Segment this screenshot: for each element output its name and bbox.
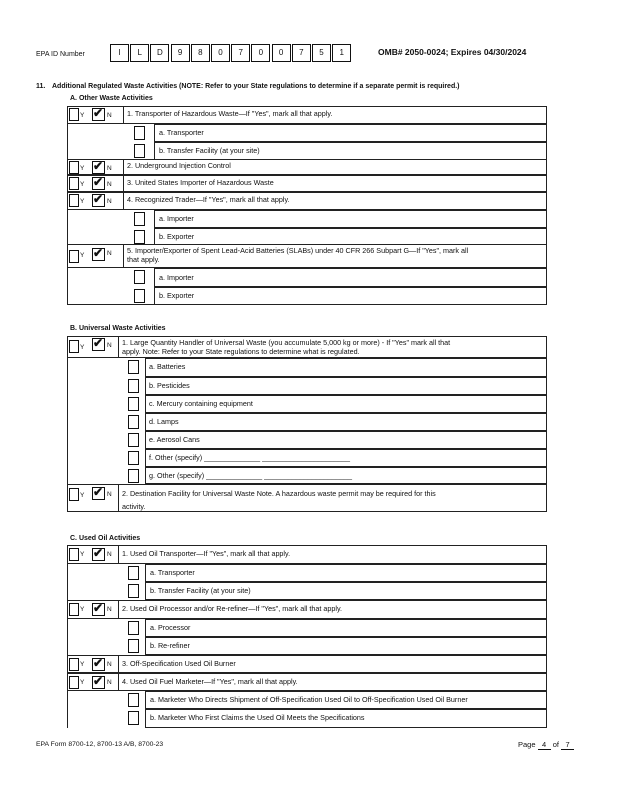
- n-label: N: [107, 661, 112, 668]
- c-sub-text: a. Processor: [150, 623, 191, 632]
- b1-text: 1. Large Quantity Handler of Universal Waste (you accumulate 5,000 kg or more) - If "Yes" mark all that: [122, 338, 451, 347]
- b2-yes-checkbox[interactable]: [69, 488, 79, 501]
- b-sub-text: f. Other (specify) ______________ ______________________: [149, 453, 351, 462]
- form-number: EPA Form 8700-12, 8700-13 A/B, 8700-23: [36, 741, 164, 748]
- n-label: N: [107, 606, 112, 613]
- c-sub-checkbox[interactable]: [128, 566, 139, 580]
- c-sub-checkbox[interactable]: [128, 693, 139, 707]
- c-text: 3. Off-Specification Used Oil Burner: [122, 659, 236, 668]
- b-subrow: [145, 431, 547, 449]
- a4b-row: [154, 228, 547, 245]
- n-label: N: [107, 342, 112, 349]
- epa-id-char-box: 8: [191, 44, 210, 62]
- y-label: Y: [80, 679, 85, 686]
- y-label: Y: [80, 252, 85, 259]
- b2-text-2: activity.: [122, 502, 146, 511]
- epa-id-char-box: 9: [171, 44, 190, 62]
- c-subrow: [145, 619, 547, 637]
- a4-no-checkbox[interactable]: [92, 194, 105, 207]
- y-label: Y: [80, 492, 85, 499]
- a5b-row: [154, 287, 547, 305]
- a4a-row: [154, 210, 547, 228]
- b-subrow: [145, 413, 547, 431]
- y-label: Y: [80, 181, 85, 188]
- a1a-text: a. Transporter: [159, 128, 204, 137]
- y-label: Y: [80, 551, 85, 558]
- b-sub-text: g. Other (specify) ______________ ______________________: [149, 471, 353, 480]
- a4b-text: b. Exporter: [159, 232, 195, 241]
- b-sub-checkbox[interactable]: [128, 379, 139, 393]
- a5a-row: [154, 268, 547, 287]
- n-label: N: [107, 165, 112, 172]
- c-sub-text: b. Marketer Who First Claims the Used Oil Meets the Specifications: [150, 713, 365, 722]
- a2-yes-checkbox[interactable]: [69, 161, 79, 174]
- b-sub-checkbox[interactable]: [128, 451, 139, 465]
- y-label: Y: [80, 606, 85, 613]
- c-sub-checkbox[interactable]: [128, 711, 139, 725]
- epa-id-char-box: L: [130, 44, 149, 62]
- b-sub-checkbox[interactable]: [128, 433, 139, 447]
- n-label: N: [107, 551, 112, 558]
- c-sub-checkbox[interactable]: [128, 639, 139, 653]
- epa-id-char-box: 5: [312, 44, 331, 62]
- a4a-text: a. Importer: [159, 214, 194, 223]
- c-yes-checkbox[interactable]: [69, 603, 79, 616]
- b-sub-text: b. Pesticides: [149, 381, 190, 390]
- b-subrow: [145, 377, 547, 395]
- a3-yes-checkbox[interactable]: [69, 177, 79, 190]
- c-text: 2. Used Oil Processor and/or Re-refiner—If "Yes", mark all that apply.: [122, 604, 343, 613]
- epa-id-char-box: D: [150, 44, 169, 62]
- epa-id-char-box: 7: [231, 44, 250, 62]
- y-label: Y: [80, 198, 85, 205]
- b1-no-checkbox[interactable]: [92, 338, 105, 351]
- c-sub-checkbox[interactable]: [128, 621, 139, 635]
- c-no-checkbox[interactable]: [92, 548, 105, 561]
- n-label: N: [107, 112, 112, 119]
- b-sub-checkbox[interactable]: [128, 415, 139, 429]
- c-yes-checkbox[interactable]: [69, 548, 79, 561]
- a1a-row: [154, 124, 547, 142]
- c-sub-checkbox[interactable]: [128, 584, 139, 598]
- a2-text: 2. Underground Injection Control: [127, 161, 231, 170]
- b-sub-checkbox[interactable]: [128, 469, 139, 483]
- subsection-a-title: A. Other Waste Activities: [70, 95, 153, 102]
- b1-text-2: apply. Note: Refer to your State regulations to determine what is regulated.: [122, 347, 360, 356]
- b-sub-text: d. Lamps: [149, 417, 179, 426]
- c-sub-text: b. Transfer Facility (at your site): [150, 586, 251, 595]
- a2-no-checkbox[interactable]: [92, 161, 105, 174]
- b1-yes-checkbox[interactable]: [69, 340, 79, 353]
- b2-no-checkbox[interactable]: [92, 487, 105, 500]
- b-sub-text: e. Aerosol Cans: [149, 435, 200, 444]
- a3-text: 3. United States Importer of Hazardous Waste: [127, 178, 274, 187]
- c-subrow: [145, 564, 547, 582]
- a1b-text: b. Transfer Facility (at your site): [159, 146, 260, 155]
- n-label: N: [107, 181, 112, 188]
- epa-id-char-box: 0: [272, 44, 291, 62]
- c-no-checkbox[interactable]: [92, 676, 105, 689]
- a5a-text: a. Importer: [159, 273, 194, 282]
- c-sub-text: a. Marketer Who Directs Shipment of Off-Specification Used Oil to Off-Specification Used Oil Burner: [150, 695, 468, 704]
- n-label: N: [107, 491, 112, 498]
- section-number: 11.: [36, 83, 46, 90]
- of-label: of: [552, 740, 559, 749]
- a1-yes-checkbox[interactable]: [69, 108, 79, 121]
- c-yes-checkbox[interactable]: [69, 658, 79, 671]
- section-title: Additional Regulated Waste Activities (NOTE: Refer to your State regulations to determine if a separate permit is required.): [52, 83, 460, 90]
- c-text: 1. Used Oil Transporter—If "Yes", mark all that apply.: [122, 549, 291, 558]
- a1-text: 1. Transporter of Hazardous Waste—If "Yes", mark all that apply.: [127, 109, 333, 118]
- epa-id-label: EPA ID Number: [36, 51, 85, 58]
- epa-id-char-box: 0: [211, 44, 230, 62]
- a5-text: 5. Importer/Exporter of Spent Lead-Acid Batteries (SLABs) under 40 CFR 266 Subpart G—If "Yes", mark all: [127, 246, 469, 255]
- c-sub-text: a. Transporter: [150, 568, 195, 577]
- epa-id-char-box: 1: [332, 44, 351, 62]
- a4-text: 4. Recognized Trader—If "Yes", mark all that apply.: [127, 195, 290, 204]
- a4b-checkbox[interactable]: [134, 230, 145, 244]
- a5-text-2: that apply.: [127, 255, 160, 264]
- a4-yes-checkbox[interactable]: [69, 194, 79, 207]
- epa-id-char-box: I: [110, 44, 129, 62]
- b-sub-text: c. Mercury containing equipment: [149, 399, 253, 408]
- omb-number: OMB# 2050-0024; Expires 04/30/2024: [378, 47, 527, 57]
- a5a-checkbox[interactable]: [134, 270, 145, 284]
- a5-no-checkbox[interactable]: [92, 248, 105, 261]
- page-indicator: [518, 740, 574, 750]
- a5b-text: b. Exporter: [159, 291, 195, 300]
- c-subrow: [145, 637, 547, 655]
- c-no-checkbox[interactable]: [92, 603, 105, 616]
- a5b-checkbox[interactable]: [134, 289, 145, 303]
- y-label: Y: [80, 165, 85, 172]
- n-label: N: [107, 250, 112, 257]
- b-sub-checkbox[interactable]: [128, 397, 139, 411]
- c-no-checkbox[interactable]: [92, 658, 105, 671]
- a3-no-checkbox[interactable]: [92, 177, 105, 190]
- y-label: Y: [80, 344, 85, 351]
- subsection-b-title: B. Universal Waste Activities: [70, 325, 166, 332]
- b2-text: 2. Destination Facility for Universal Waste Note. A hazardous waste permit may be required for this: [122, 489, 436, 498]
- y-label: Y: [80, 112, 85, 119]
- page-number: 4: [538, 740, 551, 750]
- n-label: N: [107, 679, 112, 686]
- c-sub-text: b. Re-refiner: [150, 641, 190, 650]
- a1-no-checkbox[interactable]: [92, 108, 105, 121]
- a5-yes-checkbox[interactable]: [69, 250, 79, 263]
- epa-id-char-box: 0: [251, 44, 270, 62]
- c-text: 4. Used Oil Fuel Marketer—If "Yes", mark all that apply.: [122, 677, 298, 686]
- subsection-c-title: C. Used Oil Activities: [70, 535, 141, 542]
- a4a-checkbox[interactable]: [134, 212, 145, 226]
- page-label: Page: [518, 740, 536, 749]
- c-yes-checkbox[interactable]: [69, 676, 79, 689]
- page-total: 7: [561, 740, 574, 750]
- y-label: Y: [80, 661, 85, 668]
- n-label: N: [107, 198, 112, 205]
- epa-id-char-box: 7: [292, 44, 311, 62]
- a1b-checkbox[interactable]: [134, 144, 145, 158]
- b-subrow: [145, 358, 547, 377]
- a1a-checkbox[interactable]: [134, 126, 145, 140]
- b-sub-checkbox[interactable]: [128, 360, 139, 374]
- b-sub-text: a. Batteries: [149, 362, 186, 371]
